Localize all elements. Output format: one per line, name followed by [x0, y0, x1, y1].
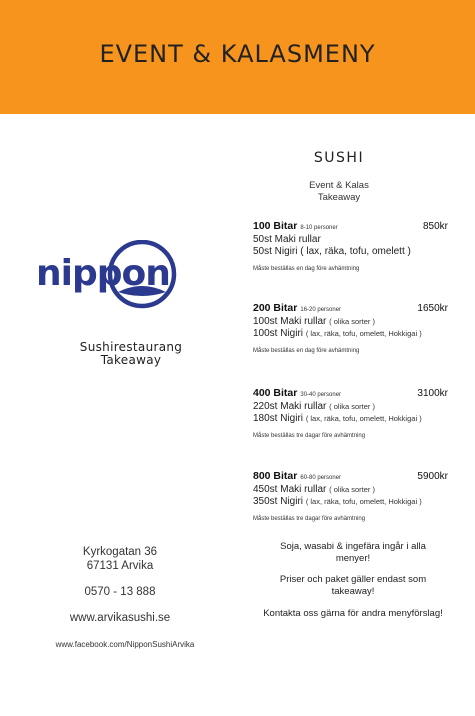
nigiri-count: 350st Nigiri: [253, 496, 304, 507]
package-name: 200 Bitar: [253, 302, 298, 314]
maki-note: ( olika sorter ): [329, 402, 375, 411]
nigiri-note: ( lax, räka, tofu, omelett ): [300, 246, 411, 257]
address-street: Kyrkogatan 36: [82, 546, 158, 558]
package-price: 5900kr: [417, 471, 448, 482]
order-note: Måste beställas en dag före avhämtning: [253, 348, 360, 354]
package-800: [253, 466, 448, 522]
package-name-line: [253, 216, 338, 234]
address-city: 67131 Arvika: [86, 560, 154, 572]
phone-number: 0570 - 13 888: [84, 586, 156, 598]
info-soy-wasabi: Soja, wasabi & ingefära ingår i alla menyer!: [280, 541, 426, 564]
nigiri-note: ( lax, räka, tofu, omelett, Hokkigai ): [305, 329, 422, 338]
package-people: 8-10 personer: [300, 225, 338, 231]
package-nigiri: [253, 246, 448, 258]
package-people: 30-40 personer: [300, 392, 342, 398]
package-people: 60-80 personer: [300, 475, 342, 481]
package-name: 100 Bitar: [253, 220, 298, 232]
nigiri-count: 180st Nigiri: [253, 413, 304, 424]
nigiri-note: ( lax, räka, tofu, omelett, Hokkigai ): [305, 414, 422, 423]
tagline-line1: Sushirestaurang: [79, 340, 183, 354]
nippon-logo: [34, 240, 204, 316]
menu-subtitle-takeaway: Takeaway: [317, 192, 361, 203]
package-200: [253, 298, 448, 354]
nigiri-note: ( lax, räka, tofu, omelett, Hokkigai ): [305, 497, 422, 506]
package-name-line: [253, 383, 341, 401]
package-price: 1650kr: [417, 303, 448, 314]
facebook-link[interactable]: www.facebook.com/NipponSushiArvika: [55, 640, 195, 649]
package-maki: [253, 316, 448, 328]
logo-text: nippon: [36, 253, 170, 294]
order-note: Måste beställas en dag före avhämtning: [253, 266, 360, 272]
maki-note: ( olika sorter ): [329, 317, 375, 326]
package-nigiri: [253, 328, 448, 340]
package-price: 850kr: [422, 221, 448, 232]
maki-count: 220st Maki rullar: [253, 401, 327, 412]
header-banner: [0, 0, 475, 114]
info-takeaway-only: Priser och paket gäller endast som takeaway!: [279, 574, 427, 597]
package-name: 800 Bitar: [253, 470, 298, 482]
package-name: 400 Bitar: [253, 387, 298, 399]
package-name-line: [253, 466, 341, 484]
maki-count: 450st Maki rullar: [253, 484, 327, 495]
nigiri-count: 50st Nigiri: [253, 246, 298, 257]
package-maki: [253, 401, 448, 413]
menu-title: SUSHI: [313, 150, 365, 166]
package-price: 3100kr: [417, 388, 448, 399]
page-title: EVENT & KALASMENY: [99, 40, 376, 68]
maki-note: ( olika sorter ): [329, 485, 375, 494]
package-maki: [253, 484, 448, 496]
package-100: [253, 216, 448, 272]
maki-count: 50st Maki rullar: [253, 234, 321, 245]
maki-count: 100st Maki rullar: [253, 316, 327, 327]
package-name-line: [253, 298, 341, 316]
nigiri-count: 100st Nigiri: [253, 328, 304, 339]
package-nigiri: [253, 413, 448, 425]
menu-subtitle-event: Event & Kalas: [309, 180, 369, 191]
info-contact-us: Kontakta oss gärna för andra menyförslag!: [263, 608, 443, 619]
package-people: 16-20 personer: [300, 307, 342, 313]
website-link[interactable]: www.arvikasushi.se: [69, 612, 171, 624]
order-note: Måste beställas tre dagar före avhämtning: [253, 516, 366, 522]
tagline-line2: Takeaway: [100, 353, 162, 367]
order-note: Måste beställas tre dagar före avhämtning: [253, 433, 366, 439]
package-nigiri: [253, 496, 448, 508]
package-400: [253, 383, 448, 439]
package-maki: [253, 234, 448, 246]
